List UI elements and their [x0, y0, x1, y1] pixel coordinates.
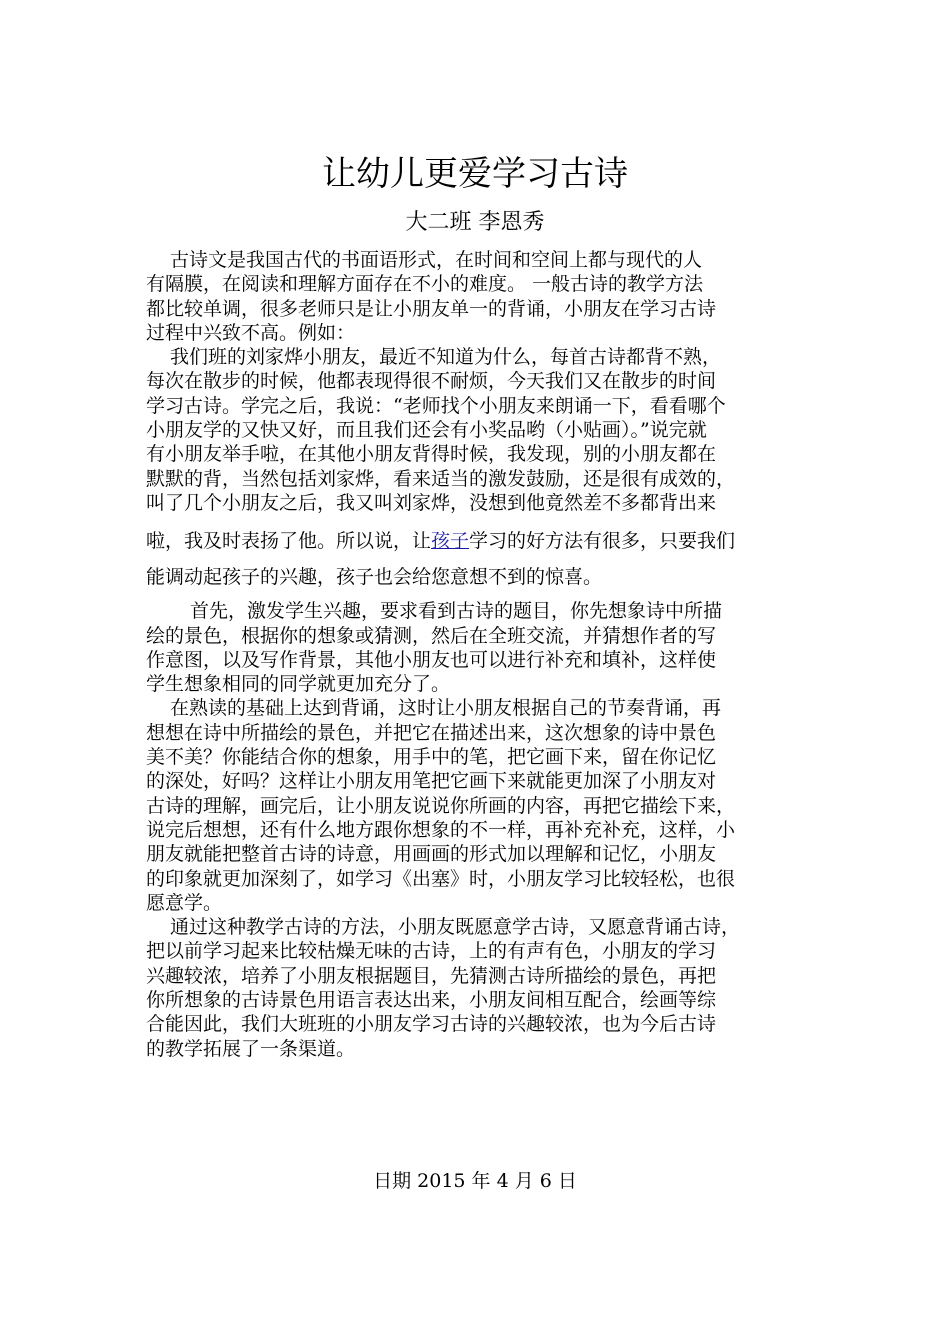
text-line: 古诗的理解，画完后，让小朋友说说你所画的内容，再把它描绘下来，: [146, 794, 736, 817]
text-line: 兴趣较浓，培养了小朋友根据题目，先猜测古诗所描绘的景色，再把: [146, 964, 717, 987]
text-line: 作意图，以及写作背景，其他小朋友也可以进行补充和填补，这样使: [146, 648, 717, 671]
text-line: 美不美？你能结合你的想象，用手中的笔，把它画下来，留在你记忆: [146, 746, 717, 769]
document-date: 日期 2015 年 4 月 6 日: [373, 1170, 577, 1192]
text-line: 把以前学习起来比较枯燥无味的古诗，上的有声有色，小朋友的学习: [146, 940, 717, 963]
text-line: 朋友就能把整首古诗的诗意，用画画的形式加以理解和记忆，小朋友: [146, 843, 717, 866]
text-line: 古诗文是我国古代的书面语形式，在时间和空间上都与现代的人: [170, 249, 703, 271]
document-title: 让幼儿更爱学习古诗: [322, 154, 628, 194]
text-line: 都比较单调，很多老师只是让小朋友单一的背诵，小朋友在学习古诗: [146, 297, 717, 320]
text-line: 你所想象的古诗景色用语言表达出来，小朋友间相互配合，绘画等综: [146, 989, 717, 1012]
document-body: [146, 248, 814, 1061]
text-line: 过程中兴致不高。例如：: [146, 321, 356, 344]
text-line: 绘的景色，根据你的想象或猜测，然后在全班交流，并猜想作者的写: [146, 624, 717, 647]
paragraph-example: [146, 345, 814, 595]
paragraph-conclusion: [146, 915, 814, 1061]
text-line: 在熟读的基础上达到背诵，这时让小朋友根据自己的节奏背诵，再: [170, 697, 722, 720]
paragraph-intro: [146, 248, 814, 345]
text-line: 学习古诗。学完之后，我说：“老师找个小朋友来朗诵一下，看看哪个: [146, 394, 726, 417]
text-line: 小朋友学的又快又好，而且我们还会有小奖品哟（小贴画）。”说完就: [146, 419, 707, 442]
paragraph-first: [146, 599, 814, 696]
text-line: 想想在诗中所描绘的景色，并把它在描述出来，这次想象的诗中景色: [146, 721, 717, 744]
text-line: 有小朋友举手啦，在其他小朋友背得时候，我发现，别的小朋友都在: [146, 443, 717, 466]
author-line: 大二班 李恩秀: [405, 210, 545, 235]
text-segment: 啦，我及时表扬了他。所以说，让: [146, 530, 432, 553]
text-line: 每次在散步的时候，他都表现得很不耐烦，今天我们又在散步的时间: [146, 370, 717, 393]
text-line: 有隔膜，在阅读和理解方面存在不小的难度。 一般古诗的教学方法: [146, 273, 704, 296]
text-line: 叫了几个小朋友之后，我又叫刘家烨，没想到他竟然差不多都背出来: [146, 491, 717, 514]
text-line: 合能因此，我们大班班的小朋友学习古诗的兴趣较浓，也为今后古诗: [146, 1013, 717, 1036]
text-line: 的深处，好吗？这样让小朋友用笔把它画下来就能更加深了小朋友对: [146, 770, 717, 793]
text-line: 学生想象相同的同学就更加充分了。: [146, 673, 451, 696]
text-line: 能调动起孩子的兴趣，孩子也会给您意想不到的惊喜。: [146, 566, 603, 589]
text-line: 默默的背，当然包括刘家烨，看来适当的激发鼓励，还是很有成效的，: [146, 467, 736, 490]
child-link[interactable]: 孩子: [431, 530, 470, 553]
text-line-with-link: [146, 523, 814, 559]
text-line: 首先，激发学生兴趣，要求看到古诗的题目，你先想象诗中所描: [190, 600, 723, 623]
text-line: 说完后想想，还有什么地方跟你想象的不一样，再补充补充，这样，小: [146, 818, 736, 841]
text-segment: 学习的好方法有很多，只要我们: [469, 530, 736, 553]
text-line: 的教学拓展了一条渠道。: [146, 1037, 356, 1060]
text-line: 我们班的刘家烨小朋友，最近不知道为什么，每首古诗都背不熟，: [170, 346, 722, 369]
text-line: 通过这种教学古诗的方法，小朋友既愿意学古诗，又愿意背诵古诗，: [170, 916, 741, 939]
paragraph-recite: [146, 696, 814, 915]
text-line: 愿意学。: [146, 891, 223, 914]
text-line: 的印象就更加深刻了，如学习《出塞》时，小朋友学习比较轻松，也很: [146, 867, 736, 890]
